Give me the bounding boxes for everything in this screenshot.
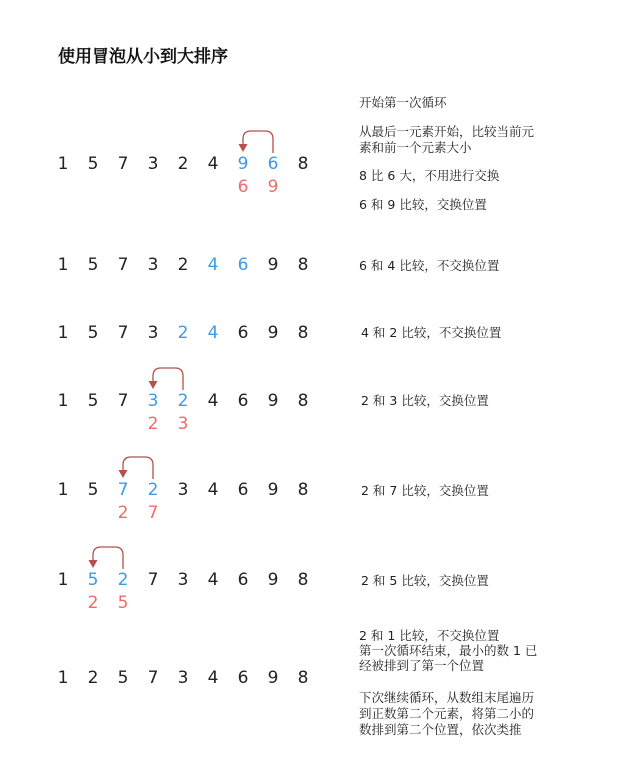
step6-element: 3 <box>177 570 189 590</box>
note-step7-line6: 数排到第二个位置，依次类推 <box>359 722 522 737</box>
step4-arrowhead <box>149 381 158 389</box>
note-step7-line2: 第一次循环结束，最小的数 1 已 <box>359 643 538 658</box>
step4-swapped-element: 3 <box>177 414 189 434</box>
note-step7-line3: 经被排到了第一个位置 <box>359 658 485 673</box>
note-step2: 6 和 4 比较，不交换位置 <box>359 258 500 273</box>
step7-element: 5 <box>117 668 129 688</box>
step6-swap-arrow <box>93 547 123 569</box>
step1-element: 3 <box>147 154 159 174</box>
step7-element: 9 <box>267 668 279 688</box>
step5-element: 5 <box>87 480 99 500</box>
step5-swapped-element: 7 <box>147 503 159 523</box>
step5-element: 9 <box>267 480 279 500</box>
step7-element: 8 <box>297 668 309 688</box>
note-step1-line3: 素和前一个元素大小 <box>359 140 472 155</box>
step1-element: 4 <box>207 154 219 174</box>
step1-swapped-element: 9 <box>267 177 279 197</box>
step1-element: 7 <box>117 154 129 174</box>
step6-element: 8 <box>297 570 309 590</box>
step1-element: 8 <box>297 154 309 174</box>
step6-element: 4 <box>207 570 219 590</box>
step2-element: 8 <box>297 255 309 275</box>
step7-element: 2 <box>87 668 99 688</box>
step2-element: 2 <box>177 255 189 275</box>
step5-swap-arrow <box>123 457 153 479</box>
note-step7-line4: 下次继续循环，从数组末尾遍历 <box>359 690 535 705</box>
step1-swap-arrow <box>243 131 273 153</box>
step5-element: 1 <box>57 480 69 500</box>
step2-element: 7 <box>117 255 129 275</box>
note-step1-line1: 开始第一次循环 <box>359 95 447 110</box>
step6-element: 2 <box>117 570 129 590</box>
step6-swapped-element: 2 <box>87 593 99 613</box>
step5-arrowhead <box>119 470 128 478</box>
note-step1-line5: 6 和 9 比较，交换位置 <box>359 197 487 212</box>
step6-element: 7 <box>147 570 159 590</box>
step4-element: 1 <box>57 391 69 411</box>
step7-element: 1 <box>57 668 69 688</box>
step4-element: 3 <box>147 391 159 411</box>
step1-element: 1 <box>57 154 69 174</box>
step2-element: 1 <box>57 255 69 275</box>
step7-element: 7 <box>147 668 159 688</box>
step3-element: 7 <box>117 323 129 343</box>
step6-element: 1 <box>57 570 69 590</box>
step3-element: 3 <box>147 323 159 343</box>
note-step5: 2 和 7 比较，交换位置 <box>361 483 489 498</box>
step2-element: 9 <box>267 255 279 275</box>
note-step7-line1: 2 和 1 比较，不交换位置 <box>359 628 500 643</box>
step4-swapped-element: 2 <box>147 414 159 434</box>
step7-element: 6 <box>237 668 249 688</box>
step5-element: 3 <box>177 480 189 500</box>
step3-element: 1 <box>57 323 69 343</box>
step4-element: 5 <box>87 391 99 411</box>
step6-element: 9 <box>267 570 279 590</box>
step4-element: 2 <box>177 391 189 411</box>
step3-element: 2 <box>177 323 189 343</box>
step4-element: 4 <box>207 391 219 411</box>
note-step1-line4: 8 比 6 大，不用进行交换 <box>359 168 500 183</box>
step5-element: 4 <box>207 480 219 500</box>
step2-element: 6 <box>237 255 249 275</box>
step6-swapped-element: 5 <box>117 593 129 613</box>
step4-element: 7 <box>117 391 129 411</box>
step1-element: 2 <box>177 154 189 174</box>
step7-element: 3 <box>177 668 189 688</box>
step6-element: 5 <box>87 570 99 590</box>
step1-swapped-element: 6 <box>237 177 249 197</box>
note-step3: 4 和 2 比较，不交换位置 <box>361 325 502 340</box>
step3-element: 8 <box>297 323 309 343</box>
step7-element: 4 <box>207 668 219 688</box>
step2-element: 4 <box>207 255 219 275</box>
step6-element: 6 <box>237 570 249 590</box>
step5-element: 6 <box>237 480 249 500</box>
step4-element: 8 <box>297 391 309 411</box>
step4-element: 6 <box>237 391 249 411</box>
step3-element: 5 <box>87 323 99 343</box>
step3-element: 4 <box>207 323 219 343</box>
step1-element: 9 <box>237 154 249 174</box>
diagram-title: 使用冒泡从小到大排序 <box>58 47 228 67</box>
note-step6: 2 和 5 比较，交换位置 <box>361 573 489 588</box>
note-step7-line5: 到正数第二个元素，将第二小的 <box>359 706 535 721</box>
note-step4: 2 和 3 比较，交换位置 <box>361 393 489 408</box>
step1-arrowhead <box>239 144 248 152</box>
step3-element: 9 <box>267 323 279 343</box>
step2-element: 5 <box>87 255 99 275</box>
step2-element: 3 <box>147 255 159 275</box>
step5-element: 2 <box>147 480 159 500</box>
note-step1-line2: 从最后一元素开始，比较当前元 <box>359 124 535 139</box>
step5-element: 8 <box>297 480 309 500</box>
step1-element: 6 <box>267 154 279 174</box>
step5-swapped-element: 2 <box>117 503 129 523</box>
step4-element: 9 <box>267 391 279 411</box>
step1-element: 5 <box>87 154 99 174</box>
step4-swap-arrow <box>153 368 183 390</box>
step3-element: 6 <box>237 323 249 343</box>
step6-arrowhead <box>89 560 98 568</box>
step5-element: 7 <box>117 480 129 500</box>
